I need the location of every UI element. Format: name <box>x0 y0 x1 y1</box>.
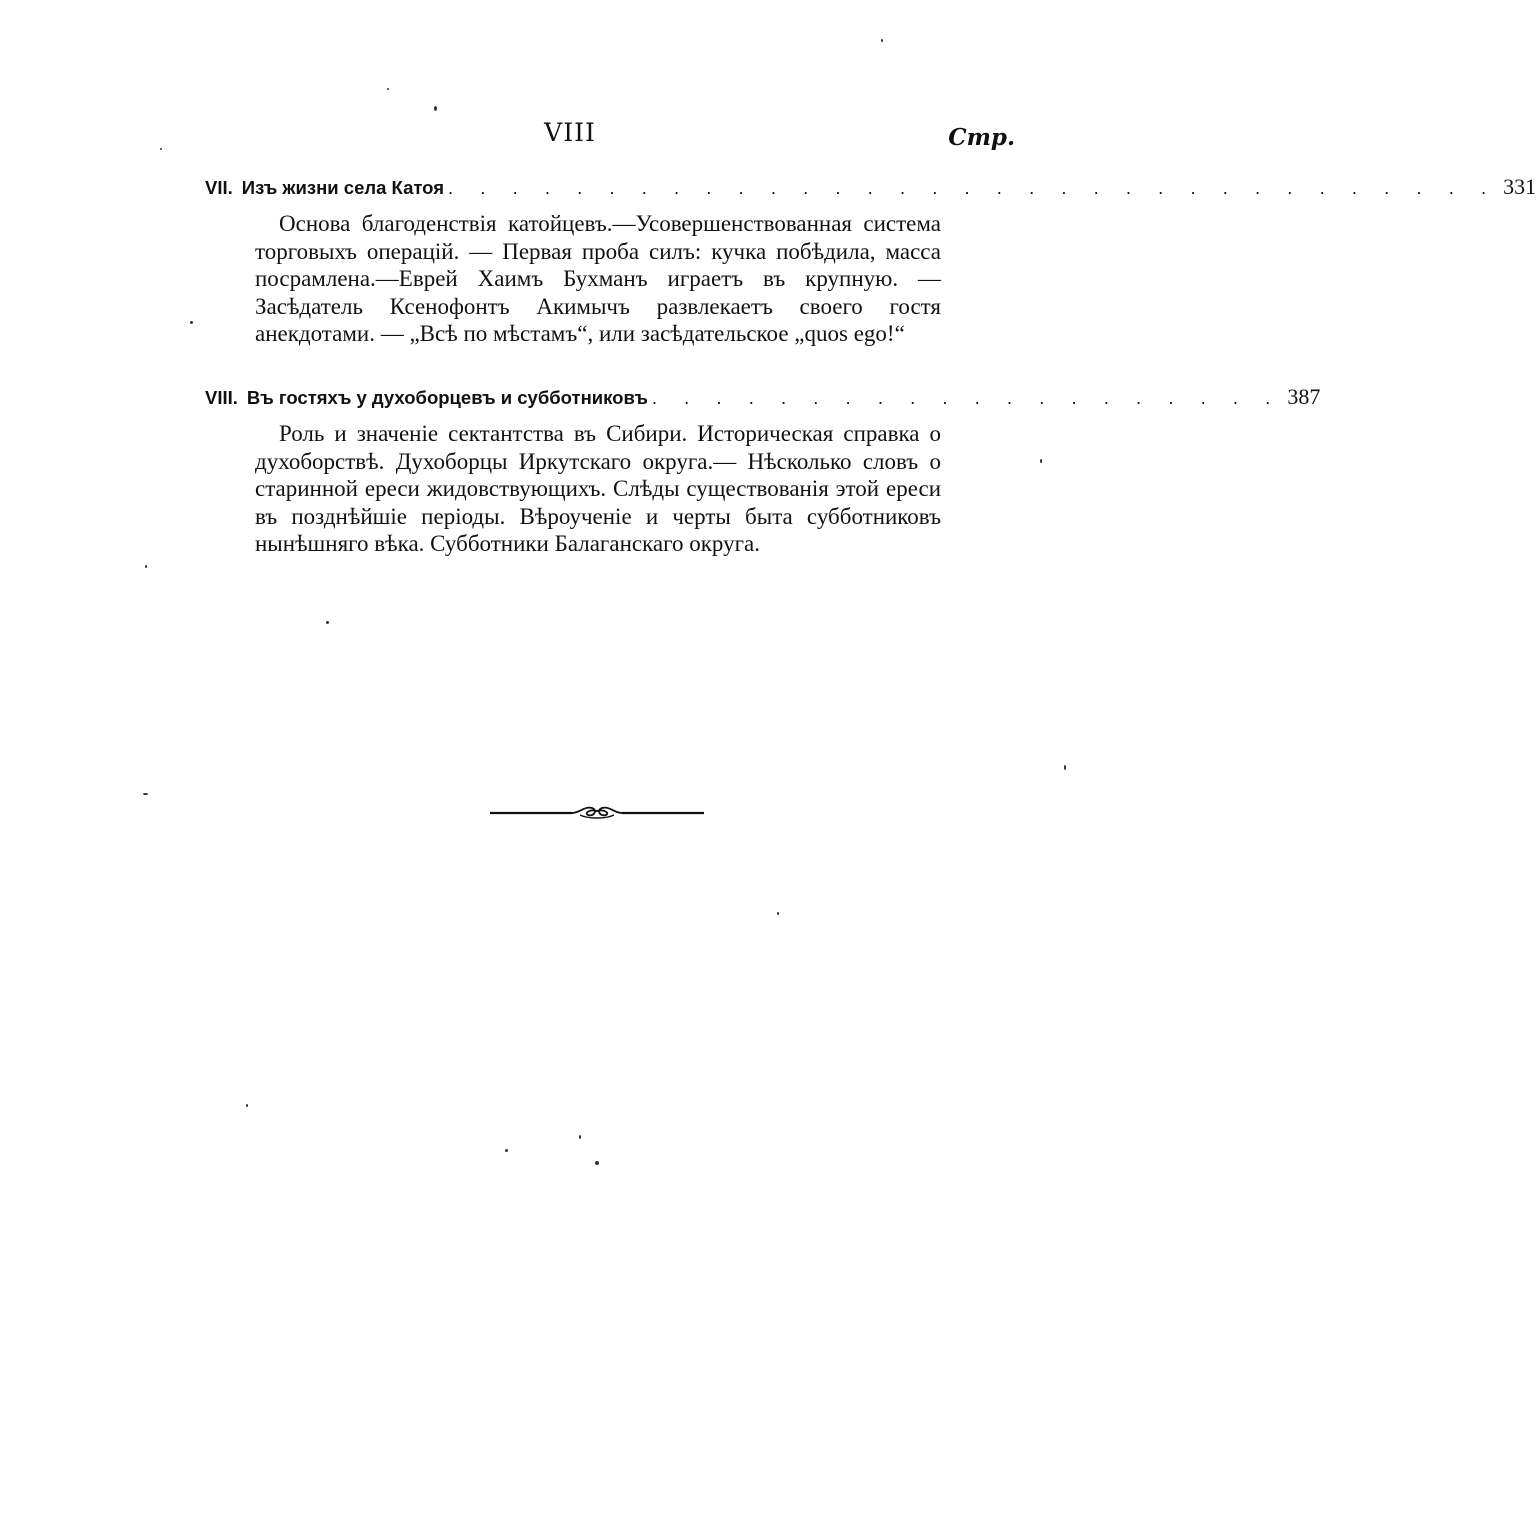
scan-speck <box>143 793 148 795</box>
scan-speck <box>246 1104 248 1107</box>
page-column-label: Стр. <box>948 124 1015 151</box>
toc-dot-leader: . . . . . . . . . . . . . . . . . . . . <box>651 387 1282 408</box>
scan-speck <box>579 1135 581 1139</box>
toc-dot-leader: . . . . . . . . . . . . . . . . . . . . . . . . . . . . . . . . . <box>448 177 1498 198</box>
toc-entry-viii <box>205 384 1321 410</box>
scan-speck <box>881 39 883 42</box>
scan-speck <box>777 912 779 915</box>
scan-speck <box>505 1149 508 1152</box>
ornament-divider-icon <box>488 800 706 824</box>
scan-speck <box>1064 765 1066 770</box>
toc-entry-title: Изъ жизни села Катоя <box>241 177 445 198</box>
scan-speck <box>190 321 193 324</box>
toc-entry-summary: Основа благоденствія катойцевъ.—Усовершенствованная система торговыхъ операцій. — Первая проба силъ: кучка побѣдила, масса посрамлена.—Еврей Хаимъ Бухманъ играетъ въ крупную. — Засѣдатель Ксенофонтъ Акимычъ развлекаетъ своего гостя анекдотами. — „Всѣ по мѣстамъ“, или засѣдательское „quos ego!“ <box>255 211 941 346</box>
toc-entry-number: VII. <box>205 177 233 198</box>
toc-entry-page: 387 <box>1287 384 1321 409</box>
toc-entry-number: VIII. <box>205 387 238 408</box>
toc-entry-title: Въ гостяхъ у духоборцевъ и субботниковъ <box>246 387 648 408</box>
scan-speck <box>326 621 329 624</box>
toc-entry-summary: Роль и значеніе сектантства въ Сибири. Историческая справка о духоборствѣ. Духоборцы Иркутскаго округа.— Нѣсколько словъ о старинной ереси жидовствующихъ. Слѣды существованія этой ереси въ позднѣйшіе періоды. Вѣроученіе и черты быта субботниковъ нынѣшняго вѣка. Субботники Балаганскаго округа. <box>255 421 941 556</box>
scan-speck <box>595 1161 599 1165</box>
toc-entry-page: 331 <box>1503 174 1536 199</box>
scan-speck <box>160 148 162 150</box>
scan-speck <box>434 106 437 111</box>
scan-speck <box>1040 459 1042 463</box>
scan-speck <box>387 88 389 90</box>
toc-entry-vii <box>205 174 1536 200</box>
scan-speck <box>145 565 147 568</box>
page-number: VIII <box>544 118 596 147</box>
